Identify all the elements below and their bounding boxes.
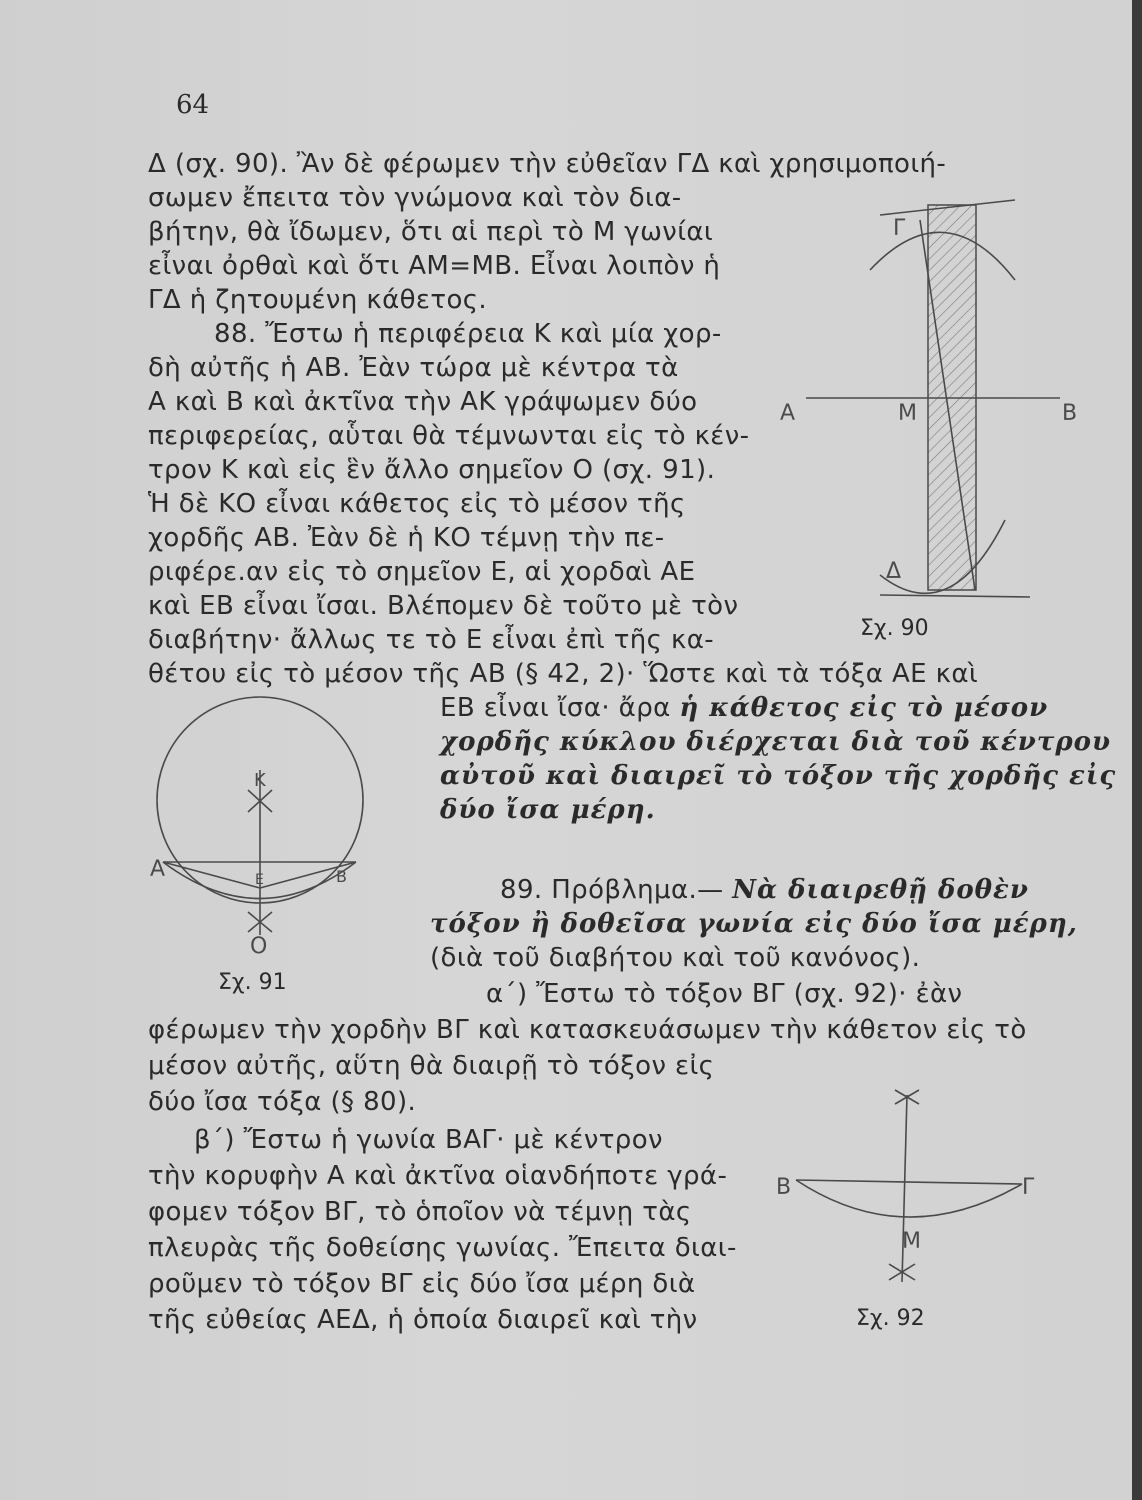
label-b: Β xyxy=(776,1175,792,1200)
label-a: Α xyxy=(780,401,796,426)
text-line: (διὰ τοῦ διαβήτου καὶ τοῦ κανόνος). xyxy=(430,943,921,973)
text-line: ΓΔ ἡ ζητουμένη κάθετος. xyxy=(148,285,488,315)
figure-91 xyxy=(150,697,363,959)
chord-ae xyxy=(163,862,260,888)
label-d: Δ xyxy=(886,559,902,584)
text-line: τὴν κορυφὴν Α καὶ ἀκτῖνα οἱανδήποτε γρά- xyxy=(148,1161,728,1191)
label-m: Μ xyxy=(902,1229,921,1254)
text-span: ΕΒ εἶναι ἴσα· ἄρα xyxy=(440,693,671,723)
text-line: σωμεν ἔπειτα τὸν γνώμονα καὶ τὸν δια- xyxy=(148,183,682,213)
text-line: φέρωμεν τὴν χορδὴν ΒΓ καὶ κατασκευάσωμεν τὴν κάθετον εἰς τὸ xyxy=(148,1015,1027,1045)
text-line: 88. Ἔστω ἡ περιφέρεια Κ καὶ μία χορ- xyxy=(214,319,722,349)
text-line: β΄) Ἔστω ἡ γωνία ΒΑΓ· μὲ κέντρον xyxy=(194,1125,663,1155)
text-line: χορδῆς ΑΒ. Ἐὰν δὲ ἡ ΚΟ τέμνῃ τὴν πε- xyxy=(148,523,665,553)
theorem-text: ἡ κάθετος εἰς τὸ μέσον xyxy=(679,693,1049,723)
text-line: φομεν τόξον ΒΓ, τὸ ὁποῖον νὰ τέμνῃ τὰς xyxy=(148,1197,692,1227)
theorem-text: δύο ἴσα μέρη. xyxy=(440,795,656,825)
label-a: Α xyxy=(150,857,166,882)
page-number: 64 xyxy=(176,90,210,120)
label-k: Κ xyxy=(254,770,266,791)
problem-statement: τόξον ἢ δοθεῖσα γωνία εἰς δύο ἴσα μέρη, xyxy=(430,909,1078,939)
label-e: Ε xyxy=(255,872,264,888)
text-line: πλευρὰς τῆς δοθείσης γωνίας. Ἔπειτα διαι- xyxy=(148,1233,737,1263)
text-line: θέτου εἰς τὸ μέσον τῆς ΑΒ (§ 42, 2)· Ὥστε καὶ τὰ τόξα ΑΕ καὶ xyxy=(148,659,979,689)
text-line: βήτην, θὰ ἴδωμεν, ὅτι αἱ περὶ τὸ Μ γωνίαι xyxy=(148,217,714,247)
text-line: διαβήτην· ἄλλως τε τὸ Ε εἶναι ἐπὶ τῆς κα- xyxy=(148,625,715,655)
label-o: Ο xyxy=(250,934,268,959)
text-line: καὶ ΕΒ εἶναι ἴσαι. Βλέπομεν δὲ τοῦτο μὲ τὸν xyxy=(148,591,739,621)
figure-caption-92: Σχ. 92 xyxy=(856,1306,925,1331)
text-line: τῆς εὐθείας ΑΕΔ, ἡ ὁποία διαιρεῖ καὶ τὴν xyxy=(148,1305,698,1335)
figure-92 xyxy=(776,1090,1035,1282)
theorem-text: χορδῆς κύκλου διέρχεται διὰ τοῦ κέντρου xyxy=(440,727,1112,757)
text-line: δὴ αὐτῆς ἡ ΑΒ. Ἐὰν τώρα μὲ κέντρα τὰ xyxy=(148,353,679,383)
problem-number: 89. Πρόβλημα.— xyxy=(500,875,724,905)
figure-caption-91: Σχ. 91 xyxy=(218,970,287,995)
label-g: Γ xyxy=(1022,1175,1035,1200)
text-line: Ἡ δὲ ΚΟ εἶναι κάθετος εἰς τὸ μέσον τῆς xyxy=(148,489,686,519)
label-b: Β xyxy=(1062,401,1078,426)
text-line: ριφέρε.αν εἰς τὸ σημεῖον Ε, αἱ χορδαὶ ΑΕ xyxy=(148,557,696,587)
text-line: ροῦμεν τὸ τόξον ΒΓ εἰς δύο ἴσα μέρη διὰ xyxy=(148,1269,696,1299)
theorem-text: αὐτοῦ καὶ διαιρεῖ τὸ τόξον τῆς χορδῆς εἰς xyxy=(440,761,1117,791)
label-m: Μ xyxy=(898,401,917,426)
text-line: τρον Κ καὶ εἰς ἓν ἄλλο σημεῖον Ο (σχ. 91). xyxy=(148,455,716,485)
construction-line xyxy=(880,595,1030,597)
chord-bg xyxy=(796,1180,1022,1184)
label-g: Γ xyxy=(893,216,906,241)
figure-90 xyxy=(780,200,1077,597)
label-b: Β xyxy=(336,867,347,886)
text-line: δύο ἴσα τόξα (§ 80). xyxy=(148,1087,417,1117)
text-line: α΄) Ἔστω τὸ τόξον ΒΓ (σχ. 92)· ἐὰν xyxy=(486,979,963,1009)
arc-bg xyxy=(796,1180,1022,1217)
text-line: Δ (σχ. 90). Ἂν δὲ φέρωμεν τὴν εὐθεῖαν ΓΔ καὶ χρησιμοποιή- xyxy=(148,149,947,179)
figure-caption-90: Σχ. 90 xyxy=(860,616,929,641)
problem-statement: Νὰ διαιρεθῇ δοθὲν xyxy=(732,875,1029,905)
text-line: μέσον αὐτῆς, αὕτη θὰ διαιρῇ τὸ τόξον εἰς xyxy=(148,1051,715,1081)
text-line: εἶναι ὀρθαὶ καὶ ὅτι ΑΜ=ΜΒ. Εἶναι λοιπὸν ἡ xyxy=(148,251,721,281)
text-line: περιφερείας, αὗται θὰ τέμνωνται εἰς τὸ κέν- xyxy=(148,421,750,451)
text-line: Α καὶ Β καὶ ἀκτῖνα τὴν ΑΚ γράψωμεν δύο xyxy=(148,387,698,417)
